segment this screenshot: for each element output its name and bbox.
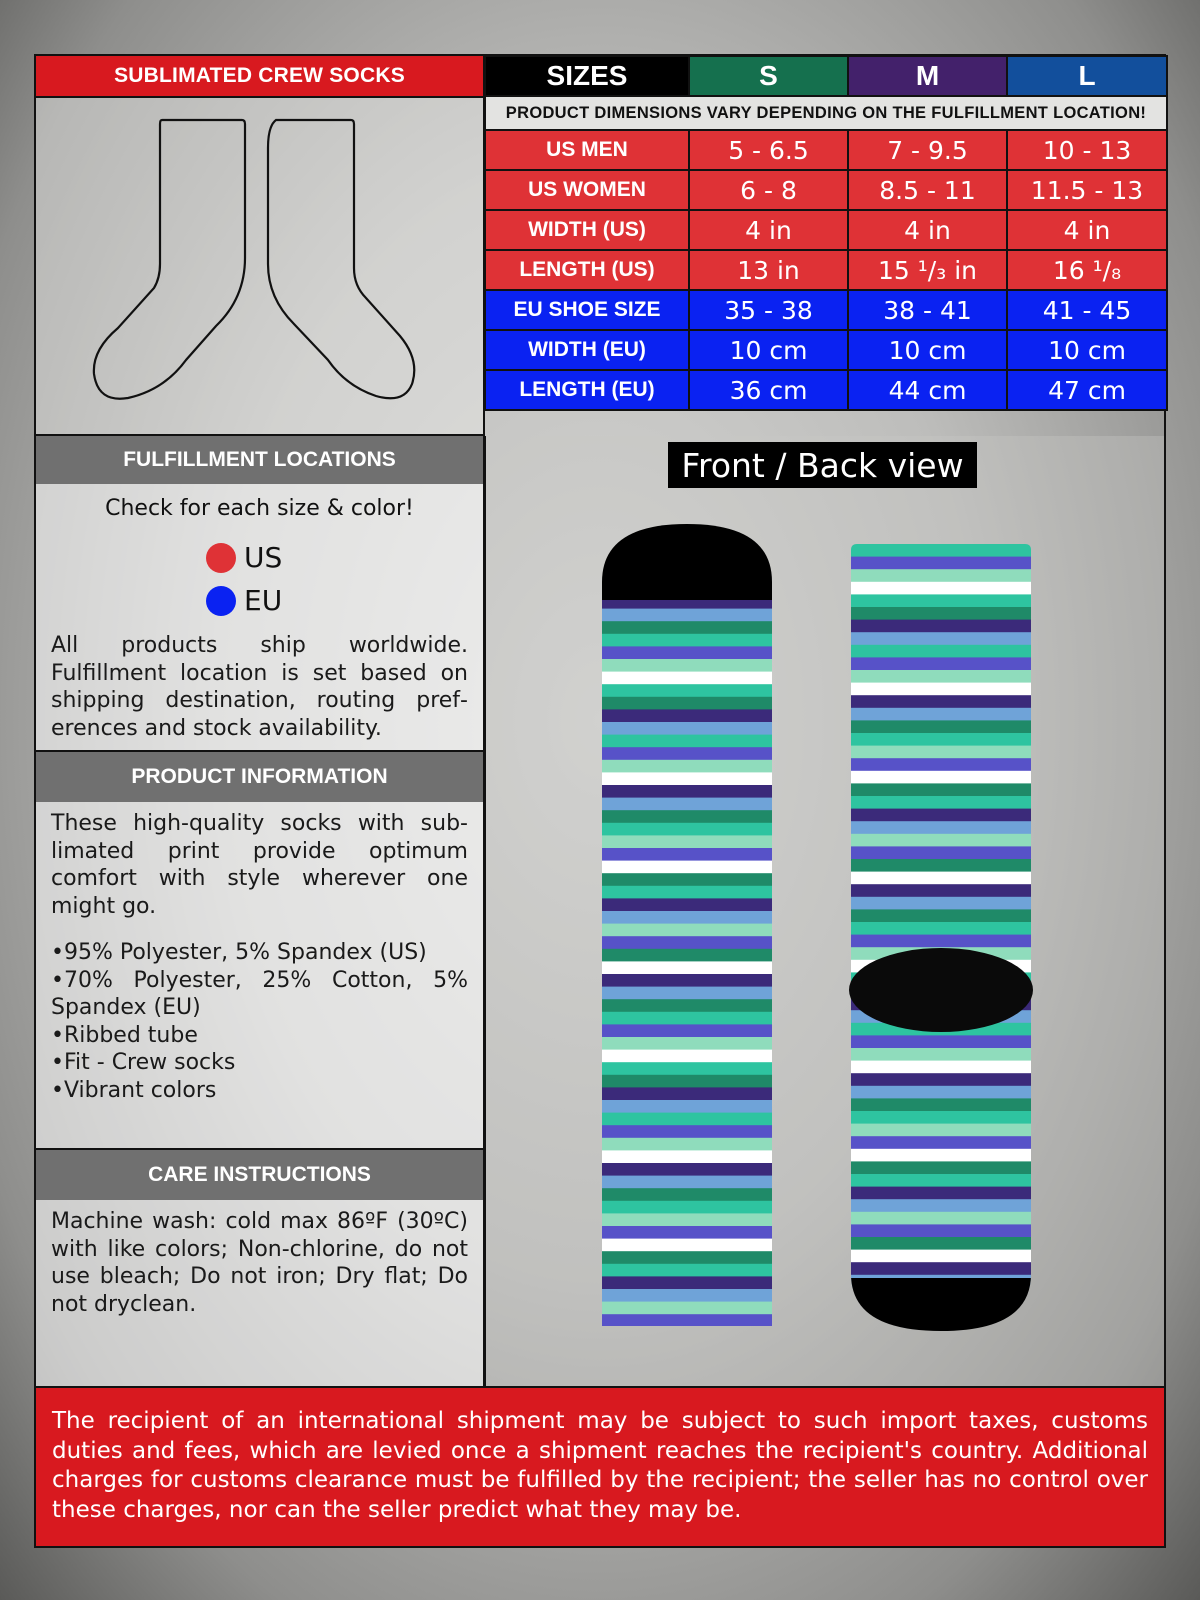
stripe — [851, 632, 1031, 645]
view-label: Front / Back view — [668, 442, 977, 488]
care-title: CARE INSTRUCTIONS — [36, 1150, 485, 1200]
feature-item: •Fit - Crew socks — [51, 1050, 236, 1075]
stripe — [851, 922, 1031, 935]
size-cell: 5 - 6.5 — [689, 130, 848, 170]
size-header-label: SIZES — [485, 56, 689, 96]
stripe — [851, 935, 1031, 948]
size-cell: 15 ¹/₃ in — [848, 250, 1007, 290]
stripe — [602, 1163, 772, 1176]
stripe — [602, 1062, 772, 1075]
size-cell: 11.5 - 13 — [1007, 170, 1167, 210]
stripe — [851, 1237, 1031, 1250]
fulfillment-panel — [36, 484, 485, 752]
stripe — [602, 1100, 772, 1113]
stripe — [602, 873, 772, 886]
size-row-label: EU SHOE SIZE — [485, 290, 689, 330]
stripe — [602, 1327, 772, 1340]
size-chart — [484, 55, 1168, 411]
size-cell: 10 - 13 — [1007, 130, 1167, 170]
size-cell: 4 in — [848, 210, 1007, 250]
stripe — [851, 1124, 1031, 1137]
size-row-label: US WOMEN — [485, 170, 689, 210]
stripe — [851, 1250, 1031, 1263]
stripe — [851, 657, 1031, 670]
stripe — [851, 771, 1031, 784]
stripe — [851, 1212, 1031, 1225]
stripe — [851, 859, 1031, 872]
stripe — [851, 1224, 1031, 1237]
size-cell: 8.5 - 11 — [848, 170, 1007, 210]
stripe — [602, 1226, 772, 1239]
feature-item: •70% Polyester, 25% Cotton, 5% Spandex (EU) — [51, 967, 468, 1020]
sock-preview — [485, 436, 1164, 1386]
stripe — [851, 821, 1031, 834]
size-cell: 16 ¹/₈ — [1007, 250, 1167, 290]
stripe — [851, 884, 1031, 897]
size-cell: 41 - 45 — [1007, 290, 1167, 330]
stripe — [602, 861, 772, 874]
size-header-row — [485, 56, 1167, 96]
stripe — [602, 659, 772, 672]
size-cell: 4 in — [1007, 210, 1167, 250]
stripe — [602, 609, 772, 622]
stripe — [602, 823, 772, 836]
stripe — [851, 1048, 1031, 1061]
stripe — [602, 961, 772, 974]
size-cell: 7 - 9.5 — [848, 130, 1007, 170]
stripe — [851, 1149, 1031, 1162]
dimension-notice: PRODUCT DIMENSIONS VARY DEPENDING ON THE FULFILLMENT LOCATION! — [485, 96, 1167, 130]
stripe — [851, 1199, 1031, 1212]
feature-item: •Ribbed tube — [51, 1022, 198, 1048]
stripe — [602, 835, 772, 848]
size-row — [485, 250, 1167, 290]
size-cell: 10 cm — [848, 330, 1007, 370]
stripe — [602, 999, 772, 1012]
stripe — [602, 1251, 772, 1264]
stripe — [602, 1302, 772, 1315]
stripe — [851, 645, 1031, 658]
stripe — [851, 607, 1031, 620]
size-row — [485, 290, 1167, 330]
back-toe-icon — [851, 1278, 1031, 1338]
stripe — [602, 1239, 772, 1252]
stripe — [602, 974, 772, 987]
feature-item: •95% Polyester, 5% Spandex (US) — [51, 940, 427, 965]
size-cell: 35 - 38 — [689, 290, 848, 330]
stripe — [602, 747, 772, 760]
stripe — [602, 697, 772, 710]
size-cell: 4 in — [689, 210, 848, 250]
size-header-l: L — [1007, 56, 1167, 96]
sock-outline-illustration — [36, 98, 485, 436]
size-cell: 10 cm — [1007, 330, 1167, 370]
size-cell: 44 cm — [848, 370, 1007, 410]
stripe — [602, 1024, 772, 1037]
stripe — [851, 594, 1031, 607]
stripe — [602, 621, 772, 634]
stripe — [851, 909, 1031, 922]
stripe — [602, 709, 772, 722]
stripe — [602, 1125, 772, 1138]
size-row-label: US MEN — [485, 130, 689, 170]
stripe — [602, 987, 772, 1000]
product-info-panel — [36, 802, 485, 1150]
product-title: SUBLIMATED CREW SOCKS — [36, 56, 485, 98]
stripe — [851, 557, 1031, 570]
stripe — [602, 924, 772, 937]
stripe — [602, 1012, 772, 1025]
dimension-notice-row — [485, 96, 1167, 130]
stripe — [851, 544, 1031, 557]
stripe — [851, 1161, 1031, 1174]
stripe — [602, 1050, 772, 1063]
front-toe-icon — [602, 516, 772, 600]
stripe — [851, 1136, 1031, 1149]
stripe — [602, 898, 772, 911]
stripe — [602, 911, 772, 924]
back-sock — [851, 544, 1031, 1338]
size-cell: 10 cm — [689, 330, 848, 370]
stripe — [851, 1035, 1031, 1048]
size-header-m: M — [848, 56, 1007, 96]
stripe — [851, 1098, 1031, 1111]
stripe — [602, 1087, 772, 1100]
stripe — [851, 897, 1031, 910]
size-row-label: LENGTH (US) — [485, 250, 689, 290]
stripe — [851, 809, 1031, 822]
size-row-label: LENGTH (EU) — [485, 370, 689, 410]
stripe — [851, 758, 1031, 771]
stripe — [602, 1176, 772, 1189]
stripe — [602, 1150, 772, 1163]
feature-item: •Vibrant colors — [51, 1077, 217, 1103]
stripe — [602, 798, 772, 811]
size-cell: 36 cm — [689, 370, 848, 410]
stripe — [851, 834, 1031, 847]
stripe — [602, 848, 772, 861]
stripe — [602, 1276, 772, 1289]
location-eu-label: EU — [244, 584, 283, 617]
size-row — [485, 330, 1167, 370]
stripe — [602, 1113, 772, 1126]
fulfillment-title: FULFILLMENT LOCATIONS — [36, 436, 485, 484]
stripe — [851, 569, 1031, 582]
stripe — [851, 695, 1031, 708]
stripe — [602, 1201, 772, 1214]
location-us-label: US — [244, 541, 283, 574]
stripe — [602, 1138, 772, 1151]
stripe — [851, 620, 1031, 633]
stripe — [602, 760, 772, 773]
feature-list — [51, 939, 468, 1104]
heel-icon — [849, 948, 1033, 1032]
care-panel — [36, 1200, 485, 1386]
stripe — [602, 886, 772, 899]
stripe — [851, 746, 1031, 759]
stripe — [851, 872, 1031, 885]
size-cell: 47 cm — [1007, 370, 1167, 410]
stripe — [602, 785, 772, 798]
stripe — [602, 684, 772, 697]
size-row-label: WIDTH (EU) — [485, 330, 689, 370]
stripe — [851, 846, 1031, 859]
size-cell: 38 - 41 — [848, 290, 1007, 330]
stripe — [851, 582, 1031, 595]
size-row — [485, 370, 1167, 410]
stripe — [602, 810, 772, 823]
size-row-label: WIDTH (US) — [485, 210, 689, 250]
sock-outline-icon — [36, 98, 481, 432]
location-eu — [206, 579, 282, 622]
stripe — [602, 1037, 772, 1050]
size-row — [485, 130, 1167, 170]
stripe — [851, 1187, 1031, 1200]
stripe — [851, 1174, 1031, 1187]
stripe — [602, 1264, 772, 1277]
stripe — [851, 1061, 1031, 1074]
product-info-title: PRODUCT INFORMATION — [36, 752, 485, 802]
stripe — [602, 1314, 772, 1327]
stripe — [851, 683, 1031, 696]
stripe — [602, 1188, 772, 1201]
size-row — [485, 170, 1167, 210]
stripe — [602, 722, 772, 735]
stripe — [602, 772, 772, 785]
us-dot-icon — [206, 543, 236, 573]
stripe — [602, 949, 772, 962]
care-text: Machine wash: cold max 86ºF (30ºC) with like colors; Non-chlorine, do not use bleach; Do not iron; Dry flat; Do not dryclean. — [51, 1209, 468, 1317]
stripe — [851, 1262, 1031, 1275]
eu-dot-icon — [206, 586, 236, 616]
fulfillment-subtitle: Check for each size & color! — [105, 496, 414, 521]
stripe — [602, 735, 772, 748]
stripe — [851, 720, 1031, 733]
stripe — [602, 936, 772, 949]
stripe — [851, 733, 1031, 746]
stripe — [851, 670, 1031, 683]
size-header-s: S — [689, 56, 848, 96]
preview-area — [485, 436, 1164, 1386]
size-cell: 13 in — [689, 250, 848, 290]
stripe — [602, 1075, 772, 1088]
size-row — [485, 210, 1167, 250]
stripe — [602, 672, 772, 685]
fulfillment-note: All products ship worldwide. Fulfillment location is set based on shipping destination, routing preferences and stock availability. — [51, 633, 468, 741]
size-cell: 6 - 8 — [689, 170, 848, 210]
product-description: These high-quality socks with sublimated print provide optimum comfort with style wherever one might go. — [51, 811, 468, 919]
stripe — [851, 708, 1031, 721]
location-us — [206, 536, 282, 579]
divider — [484, 436, 486, 1386]
customs-notice: The recipient of an international shipment may be subject to such import taxes, customs duties and fees, which are levied once a shipment reaches the recipient's country. Additional charges for customs clearance must be fulfilled by the recipient; the seller has no control over these charges, nor can the seller predict what they may be. — [36, 1386, 1164, 1546]
stripe — [602, 634, 772, 647]
stripe — [602, 646, 772, 659]
stripe — [851, 1111, 1031, 1124]
stripe — [602, 1213, 772, 1226]
stripe — [851, 796, 1031, 809]
stripe — [602, 1289, 772, 1302]
stripe — [851, 783, 1031, 796]
front-sock — [602, 516, 772, 1340]
stripe — [851, 1073, 1031, 1086]
stripe — [851, 1086, 1031, 1099]
